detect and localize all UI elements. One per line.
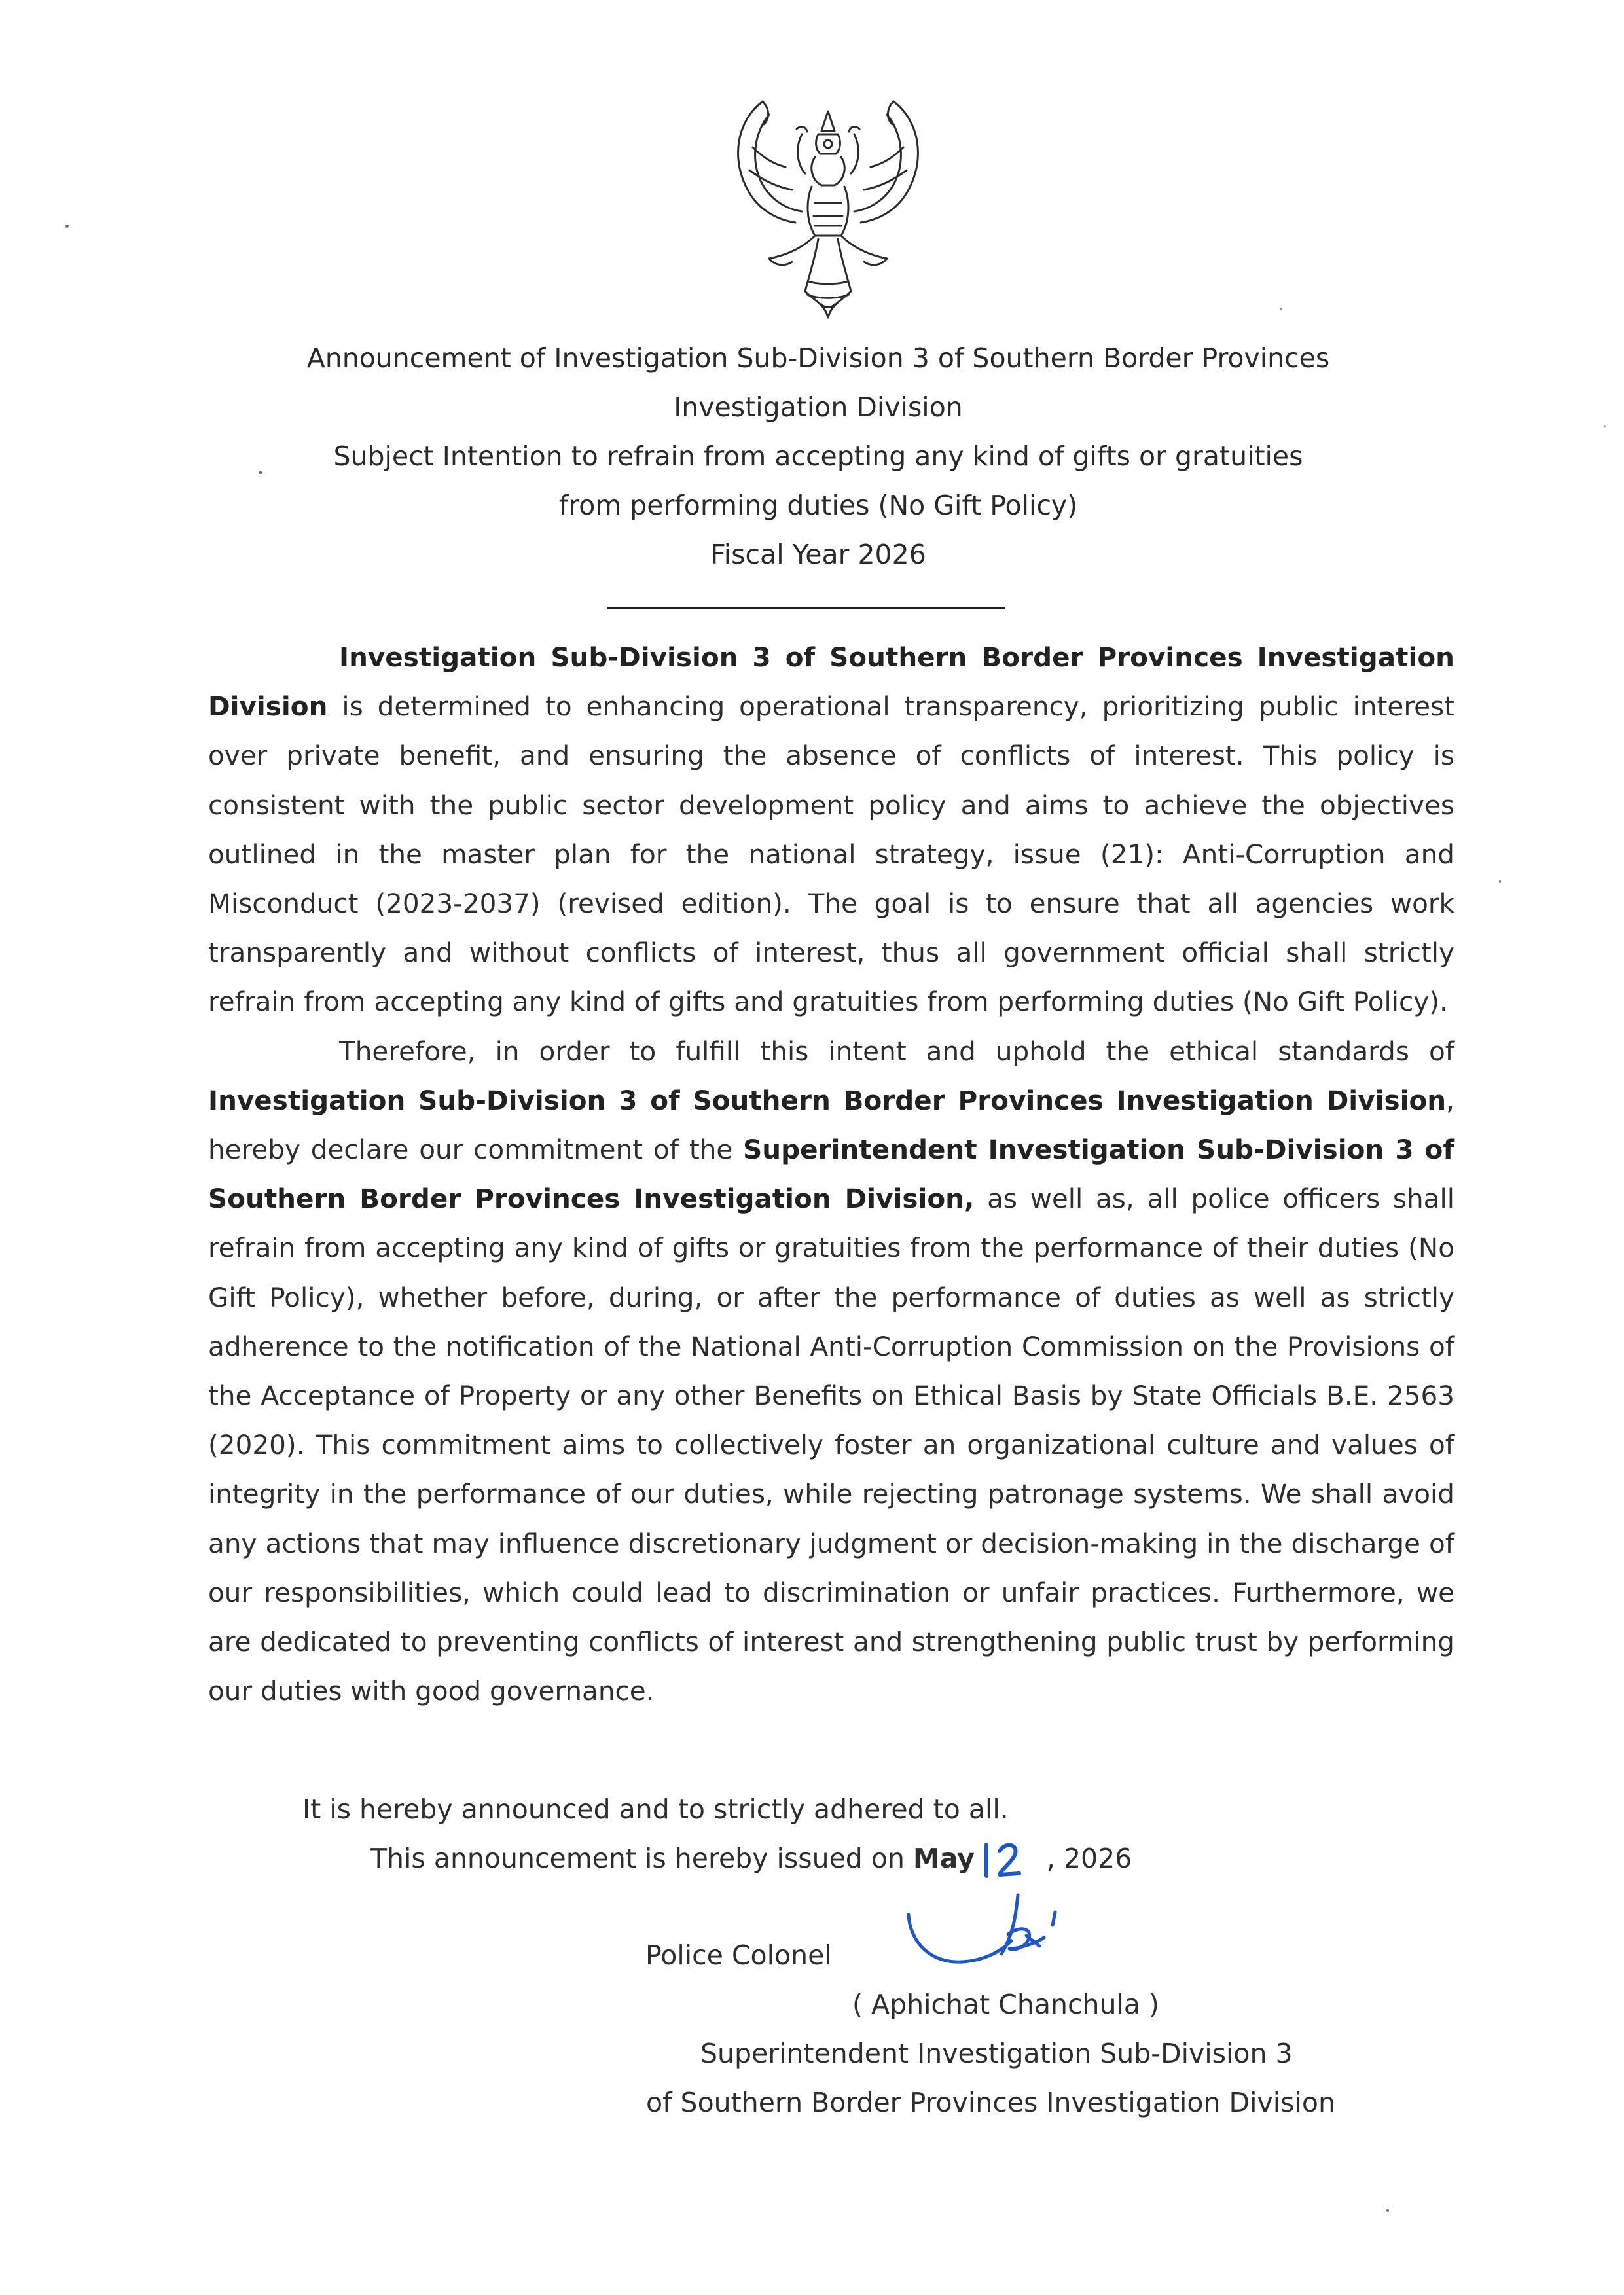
paragraph-1-bold: Investigation Sub-Division 3 of Southern Border Provinces Investigation Division bbox=[208, 642, 1454, 723]
subject-line-2: from performing duties (No Gift Policy) bbox=[558, 490, 1078, 521]
signatory-rank: Police Colonel bbox=[645, 1940, 832, 1971]
heading-line-1: Announcement of Investigation Sub-Division 3 of Southern Border Provinces bbox=[306, 342, 1330, 374]
paragraph-1-text: is determined to enhancing operational transparency, prioritizing public interest over private benefit, and ensuring the absence of conflicts of interest. This policy is consistent with the public sector development policy and aims to achieve the objectives outlined in the master plan for the national strategy, issue (21): Anti-Corruption and Misconduct (2023-2037) (revised edition). The goal is to ensure that all agencies work transparently and without conflicts of interest, thus all government official shall strictly refrain from accepting any kind of gifts and gratuities from performing duties (No Gift Policy). bbox=[208, 691, 1454, 1018]
paragraph-2-text-1: Therefore, in order to fulfill this intent and uphold the ethical standards of bbox=[339, 1035, 1454, 1067]
paragraph-2 bbox=[208, 1027, 1454, 1716]
signatory-title-1: Superintendent Investigation Sub-Division 3 bbox=[700, 2038, 1293, 2069]
issue-date-year: , 2026 bbox=[1046, 1843, 1132, 1874]
subject-line: Subject Intention to refrain from accepting any kind of gifts or gratuities bbox=[333, 441, 1303, 472]
paragraph-2-bold-1: Investigation Sub-Division 3 of Southern Border Provinces Investigation Division bbox=[208, 1084, 1447, 1116]
issue-date-month: May bbox=[912, 1843, 975, 1874]
signatory-name: ( Aphichat Chanchula ) bbox=[852, 1989, 1160, 2020]
announcement-heading bbox=[209, 334, 1427, 579]
paragraph-2-bold-2: Superintendent Investigation Sub-Division 3 of Southern Border Provinces Investigation Division, bbox=[208, 1134, 1454, 1215]
announcement-body bbox=[208, 633, 1454, 1716]
scan-speck bbox=[1280, 308, 1282, 310]
paragraph-2-text-3: as well as, all police officers shall refrain from accepting any kind of gifts or gratuities from the performance of their duties (No Gift Policy), whether before, during, or after the performance of duties as well as strictly adherence to the notification of the National Anti-Corruption Commission on the Provisions of the Acceptance of Property or any other Benefits on Ethical Basis by State Officials B.E. 2563 (2020). This commitment aims to collectively foster an organizational culture and values of integrity in the performance of our duties, while rejecting patronage systems. We shall avoid any actions that may influence discretionary judgment or decision-making in the discharge of our responsibilities, which could lead to discrimination or unfair practices. Furthermore, we are dedicated to preventing conflicts of interest and strengthening public trust by performing our duties with good governance. bbox=[208, 1183, 1454, 1707]
heading-line-2: Investigation Division bbox=[674, 391, 963, 423]
garuda-emblem-icon bbox=[723, 95, 933, 324]
scan-speck bbox=[65, 225, 69, 228]
scan-speck bbox=[1499, 880, 1501, 883]
issue-date-prefix: This announcement is hereby issued on bbox=[370, 1843, 913, 1874]
scan-speck bbox=[259, 471, 262, 474]
scan-speck bbox=[1386, 2209, 1389, 2212]
paragraph-2-text-2: , hereby declare our commitment of the bbox=[208, 1084, 1454, 1166]
fiscal-year-line: Fiscal Year 2026 bbox=[710, 539, 926, 570]
scan-speck bbox=[1604, 425, 1606, 427]
heading-divider bbox=[607, 607, 1005, 609]
signatory-title-2: of Southern Border Provinces Investigation Division bbox=[646, 2087, 1335, 2118]
handwritten-signature-icon bbox=[903, 1888, 1113, 1987]
handwritten-day-icon bbox=[980, 1837, 1026, 1883]
closing-statement: It is hereby announced and to strictly adhered to all. bbox=[302, 1794, 1009, 1825]
paragraph-1 bbox=[208, 633, 1454, 1027]
